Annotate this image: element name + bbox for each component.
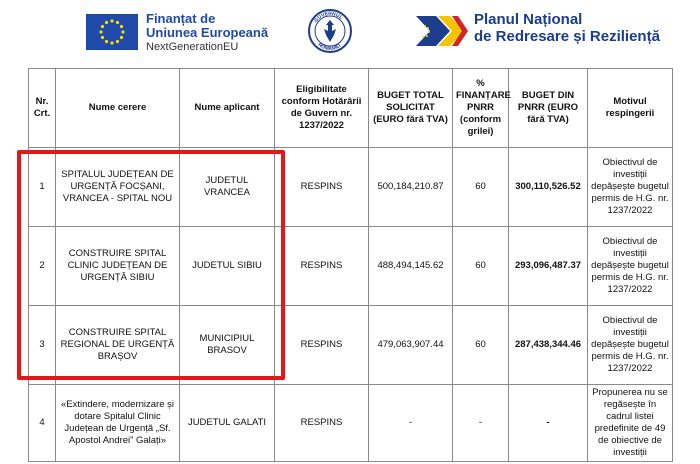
cell-eligibilitate: RESPINS (275, 148, 369, 227)
header-buget-total: BUGET TOTAL SOLICITAT (EURO fără TVA) (369, 69, 453, 148)
cell-motiv: Obiectivul de investiții depășește bugetul permis de H.G. nr. 1237/2022 (588, 227, 673, 306)
eu-line-3: NextGenerationEU (146, 41, 239, 53)
cell-eligibilitate: RESPINS (275, 385, 369, 462)
table-header-row (29, 69, 673, 148)
pnrr-line-1: Planul Național (474, 11, 583, 28)
cell-buget-total: 500,184,210.87 (369, 148, 453, 227)
header-eligibilitate: Eligibilitate conform Hotărârii de Guvern nr. 1237/2022 (275, 69, 369, 148)
cell-finantare: 60 (453, 306, 509, 385)
pnrr-logo-icon (416, 16, 468, 46)
cell-nume-aplicant: JUDETUL SIBIU (180, 227, 275, 306)
cell-nume-cerere: CONSTRUIRE SPITAL REGIONAL DE URGENȚĂ BRAȘOV (56, 306, 180, 385)
eu-funding-label (146, 12, 268, 54)
cell-finantare: 60 (453, 227, 509, 306)
applications-table (28, 68, 673, 462)
table-row (29, 227, 673, 306)
cell-nume-cerere: CONSTRUIRE SPITAL CLINIC JUDEȚEAN DE URGENȚĂ SIBIU (56, 227, 180, 306)
cell-nume-aplicant: JUDETUL GALATI (180, 385, 275, 462)
cell-motiv: Obiectivul de investiții depășește bugetul permis de H.G. nr. 1237/2022 (588, 306, 673, 385)
government-seal-icon (308, 9, 352, 53)
cell-nr: 2 (29, 227, 56, 306)
pnrr-label (474, 11, 660, 45)
cell-buget-total: 479,063,907.44 (369, 306, 453, 385)
cell-buget-total: - (369, 385, 453, 462)
cell-eligibilitate: RESPINS (275, 306, 369, 385)
cell-motiv: Obiectivul de investiții depășește bugetul permis de H.G. nr. 1237/2022 (588, 148, 673, 227)
cell-nr: 3 (29, 306, 56, 385)
cell-nr: 1 (29, 148, 56, 227)
cell-nume-aplicant: MUNICIPIUL BRASOV (180, 306, 275, 385)
pnrr-line-2: de Redresare și Reziliență (474, 28, 660, 45)
cell-nume-cerere: «Extindere, modernizare și dotare Spitalul Clinic Județean de Urgență „Sf. Apostol Andrei” Galați» (56, 385, 180, 462)
table-row (29, 306, 673, 385)
eu-line-1: Finanțat de (146, 11, 216, 26)
cell-buget-pnrr: 300,110,526.52 (509, 148, 588, 227)
table-row (29, 385, 673, 462)
header-nr: Nr. Crt. (29, 69, 56, 148)
header-motiv: Motivul respingerii (588, 69, 673, 148)
eu-line-2: Uniunea Europeană (146, 25, 269, 40)
header-nume-cerere: Nume cerere (56, 69, 180, 148)
table-row (29, 148, 673, 227)
seal-top-text: GUVERNUL (313, 10, 344, 24)
header-nume-aplicant: Nume aplicant (180, 69, 275, 148)
cell-nume-aplicant: JUDETUL VRANCEA (180, 148, 275, 227)
seal-bottom-text: ROMÂNIEI (316, 42, 343, 53)
header-buget-pnrr: BUGET DIN PNRR (EURO fără TVA) (509, 69, 588, 148)
document-header (0, 0, 700, 60)
cell-motiv: Propunerea nu se regăsește în cadrul listei predefinite de 49 de obiective de investiții (588, 385, 673, 462)
cell-buget-total: 488,494,145.62 (369, 227, 453, 306)
cell-buget-pnrr: 287,438,344.46 (509, 306, 588, 385)
cell-buget-pnrr: - (509, 385, 588, 462)
cell-nume-cerere: SPITALUL JUDEȚEAN DE URGENȚĂ FOCȘANI, VRANCEA - SPITAL NOU (56, 148, 180, 227)
cell-buget-pnrr: 293,096,487.37 (509, 227, 588, 306)
cell-eligibilitate: RESPINS (275, 227, 369, 306)
cell-finantare: 60 (453, 148, 509, 227)
header-finantare: % FINANȚARE PNRR (conform grilei) (453, 69, 509, 148)
eu-flag-icon (86, 14, 138, 50)
cell-nr: 4 (29, 385, 56, 462)
cell-finantare: - (453, 385, 509, 462)
